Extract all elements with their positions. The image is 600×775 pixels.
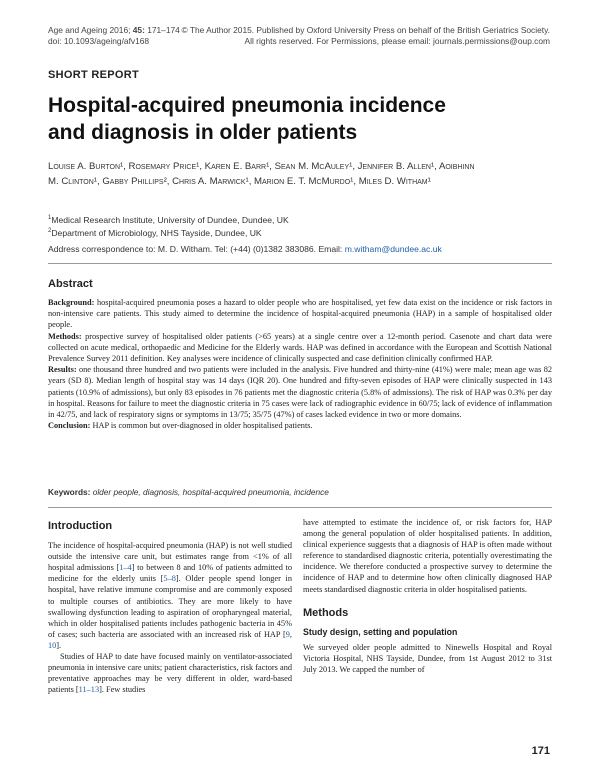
- abstract-results: [48, 364, 552, 420]
- page-number: 171: [531, 745, 550, 757]
- abstract-conclusion: [48, 420, 552, 431]
- methods-text: prospective survey of hospitalised older patients (>65 years) at a single centre over a 12-month period. Casenote and chart data were collected on acute medical, orthopaedic and Medicine for the Elderly wards. HAP was defined in accordance with the European and Scottish National Prevalence Survey 2011 definition. Key analyses were incidence of clinically suspected and case definition clinically confirmed HAP.: [48, 331, 552, 364]
- ref-link[interactable]: 1–4: [119, 563, 132, 573]
- correspondence-text: Address correspondence to: M. D. Witham. Tel: (+44) (0)1382 383086. Email:: [48, 244, 345, 254]
- affiliation-text: Medical Research Institute, University of Dundee, Dundee, UK: [51, 214, 289, 225]
- ref-link[interactable]: 9: [285, 629, 290, 639]
- affiliation-1: [48, 213, 289, 226]
- journal-header: [48, 25, 180, 47]
- section-label: SHORT REPORT: [48, 69, 139, 81]
- intro-text: The incidence of hospital-acquired pneumonia (HAP) is not well studied outside the intensive care unit, but estimates range from <1% of all hospital admissions [: [48, 541, 292, 573]
- correspondence: [48, 244, 442, 254]
- introduction-heading: Introduction: [48, 520, 113, 532]
- intro-continuation: have attempted to estimate the incidence of, or risk factors for, HAP among the general population of older hospitalised patients. In addition, clinical experience suggests that a diagnosis of HAP is often made without reference to standardised diagnostic criteria, potentially overestimating the incidence. We therefore conducted a prospective survey to determine the incidence of HAP and to determine how often clinically diagnosed HAP meets standardised diagnostic criteria in older hospitalised patients.: [303, 518, 552, 594]
- keywords-label: Keywords:: [48, 487, 91, 497]
- divider-top: [48, 263, 552, 264]
- journal-pages: 171–174: [147, 25, 180, 35]
- right-column: [303, 517, 552, 675]
- ref-link[interactable]: 10: [48, 640, 57, 650]
- intro-text: ]. Older people spend longer in hospital, have relative immune compromise and are commonly exposed to multiple courses of antibiotics. They are more likely to have swallowing dysfunction leading to aspiration of oropharyngeal material, which in older hospitalised patients includes pathogenic bacteria in 45% of cases; such bacteria are associated with an increased risk of HAP [: [48, 574, 292, 639]
- rights-line: All rights reserved. For Permissions, please email: journals.permissions@oup.com: [244, 36, 550, 46]
- background-text: hospital-acquired pneumonia poses a hazard to older people who are hospitalised, yet few data exist on the incidence or risk factors in non-intensive care patients. This study aimed to determine the incidence of hospital-acquired pneumonia (HAP) in a sample of hospitalised older people.: [48, 298, 552, 330]
- abstract-heading: Abstract: [48, 278, 93, 290]
- article-title: [48, 92, 528, 146]
- conclusion-text: HAP is common but over-diagnosed in older hospitalised patients.: [90, 421, 313, 431]
- intro-paragraph-1: [48, 540, 292, 651]
- intro-text: ]. Few studies: [99, 685, 146, 695]
- abstract-body: [48, 297, 552, 431]
- abstract-background: [48, 297, 552, 331]
- journal-volume: 45:: [132, 25, 145, 35]
- authors-line-2: M. Clinton¹, Gabby Phillips², Chris A. Marwick¹, Marion E. T. McMurdo¹, Miles D. Witham¹: [48, 175, 431, 187]
- results-label: Results:: [48, 365, 77, 375]
- results-text: one thousand three hundred and two patients were included in the analysis. Five hundred and thirty-nine (41%) were male; mean age was 82 years (SD 8). Median length of hospital stay was 14 days (IQR 20). One hundred and fifty-seven episodes of HAP were clinically suspected in 143 patients (10.9% of admissions), but only 83 episodes in 76 patients met the diagnostic criteria (5.8% of admissions). The risk of HAP was 0.3% per day in hospital. Reasons for failure to meet the diagnostic criteria in 75 cases were lack of radiographic evidence in 60/75; lack of evidence of inflammation in 42/75, and lack of respiratory signs or symptoms in 13/75; 35/75 (47%) of cases lacked evidence in two or more domains.: [48, 365, 552, 420]
- affiliations: [48, 213, 289, 239]
- affiliation-2: [48, 226, 289, 239]
- intro-text: ] to between 8 and 10% of patients admitted to medicine for the elderly units [: [48, 563, 292, 584]
- copyright-line: © The Author 2015. Published by Oxford University Press on behalf of the British Geriatrics Society.: [181, 25, 550, 35]
- title-line-1: Hospital-acquired pneumonia incidence: [48, 94, 446, 117]
- divider-bottom: [48, 507, 552, 508]
- intro-text: ].: [56, 640, 62, 650]
- intro-paragraph-2: [48, 651, 292, 695]
- authors-line-1: Louise A. Burton¹, Rosemary Price¹, Karen E. Barr¹, Sean M. McAuley¹, Jennifer B. Allen¹, Aoibhinn: [48, 161, 475, 172]
- title-line-2: and diagnosis in older patients: [48, 121, 358, 144]
- intro-text: ,: [289, 629, 292, 639]
- methods-paragraph: We surveyed older people admitted to Ninewells Hospital and Royal Victoria Hospital, NHS Tayside, Dundee, from 1st August 2012 to 31st July 2013. We capped the number of: [303, 642, 552, 675]
- methods-label: Methods:: [48, 331, 82, 341]
- background-label: Background:: [48, 298, 95, 307]
- methods-heading: Methods: [303, 606, 349, 619]
- keywords-text: older people, diagnosis, hospital-acquired pneumonia, incidence: [90, 487, 329, 497]
- affiliation-number: 1: [48, 215, 52, 221]
- affiliation-number: 2: [48, 227, 52, 234]
- affiliation-text: Department of Microbiology, NHS Tayside, Dundee, UK: [51, 227, 262, 238]
- conclusion-label: Conclusion:: [48, 421, 91, 431]
- ref-link[interactable]: 5–8: [163, 574, 176, 584]
- copyright-header: [182, 25, 551, 47]
- left-column: [48, 521, 292, 695]
- correspondence-email-link[interactable]: m.witham@dundee.ac.uk: [344, 244, 442, 254]
- author-list: [48, 160, 553, 189]
- ref-link[interactable]: 11–13: [78, 685, 100, 695]
- intro-text: Studies of HAP to date have focused mainly on ventilator-associated pneumonia in intensive care units; patient characteristics, risk factors and preventative approaches may be very different in older, ward-based patients [: [48, 652, 292, 695]
- abstract-methods: [48, 331, 552, 365]
- doi: doi: 10.1093/ageing/afv168: [48, 36, 150, 46]
- keywords: [48, 487, 329, 497]
- journal-line: Age and Ageing 2016;: [48, 25, 131, 35]
- study-design-heading: Study design, setting and population: [303, 626, 458, 637]
